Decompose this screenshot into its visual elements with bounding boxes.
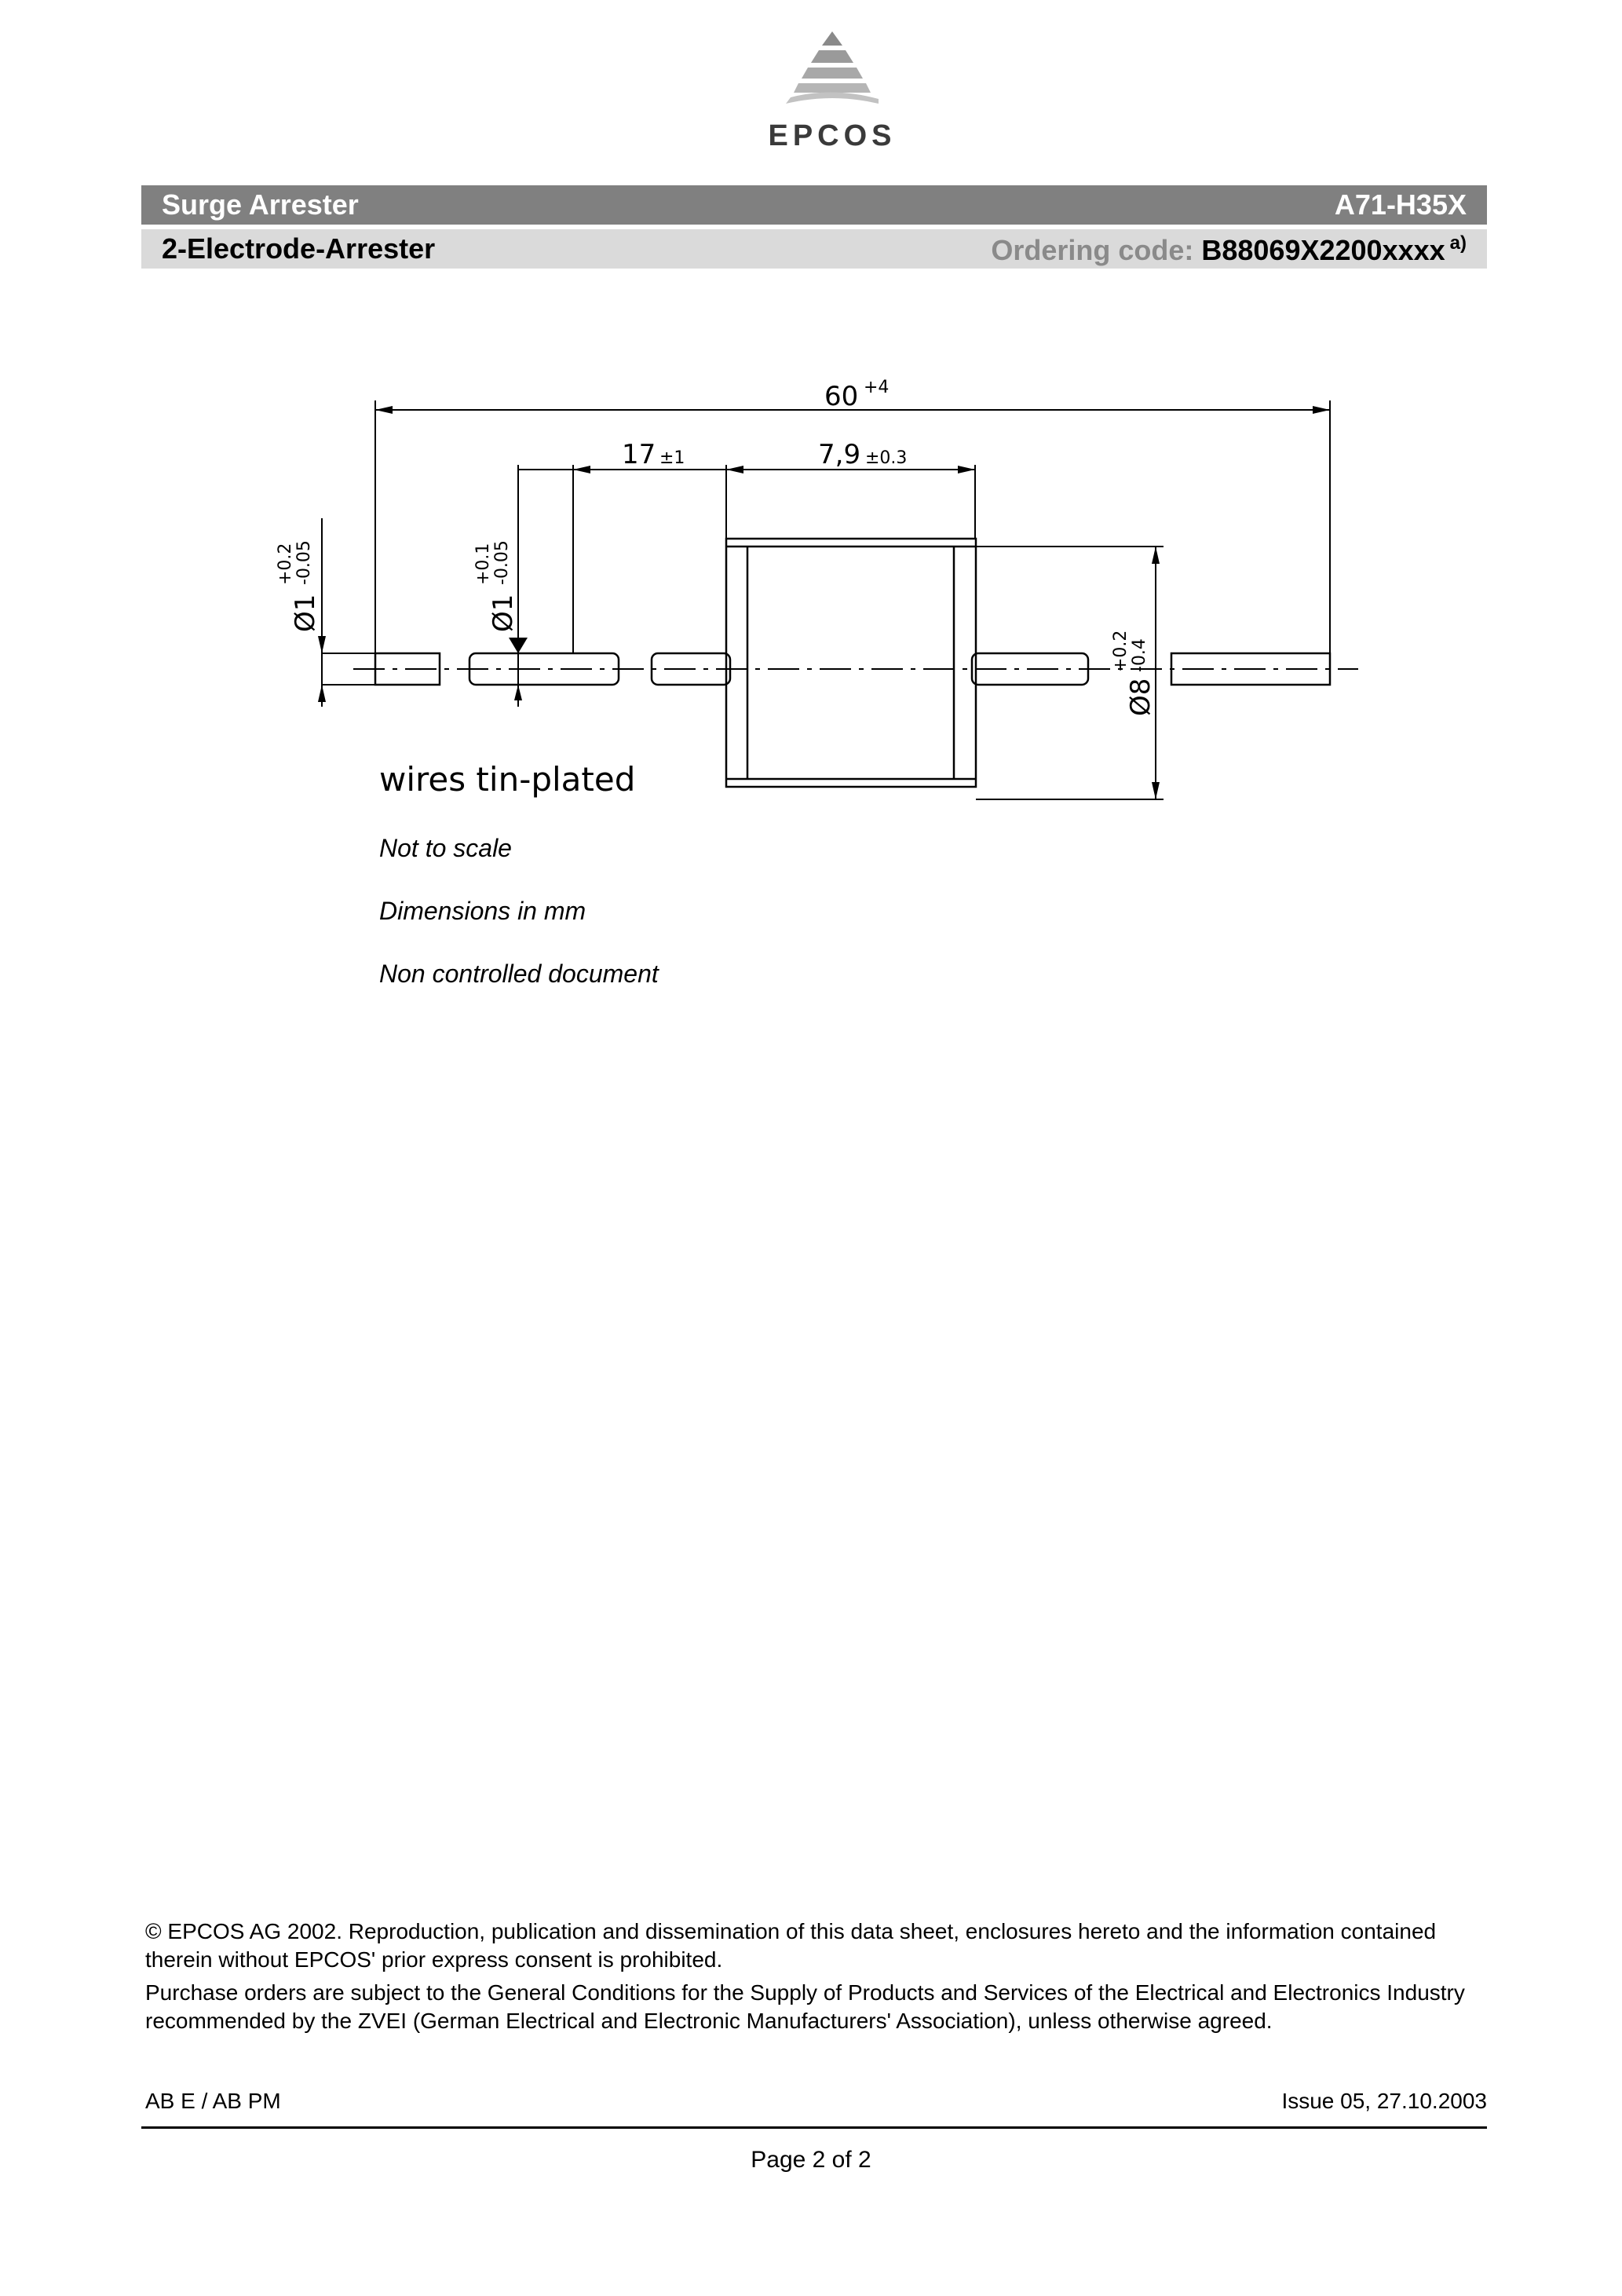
doc-title: Surge Arrester xyxy=(162,188,359,221)
wires-tin-plated-label: wires tin-plated xyxy=(379,760,636,799)
dia-body-tol-dn: -0.4 xyxy=(1130,638,1149,672)
logo-text: EPCOS xyxy=(768,119,897,152)
epcos-logo-icon xyxy=(781,31,883,118)
dia-body-tol-up: +0.2 xyxy=(1111,630,1131,672)
note-scale: Not to scale xyxy=(379,834,512,862)
footer-rule xyxy=(141,2126,1487,2129)
epcos-logo xyxy=(754,31,911,165)
note-controlled: Non controlled document xyxy=(379,960,659,988)
wire-segment-left xyxy=(469,653,619,685)
dia-wire-a: Ø1 xyxy=(290,594,321,632)
department: AB E / AB PM xyxy=(145,2089,281,2113)
subheader-bar xyxy=(141,229,1487,269)
dia-body: Ø8 xyxy=(1125,678,1156,716)
dim-wire-tol: ±1 xyxy=(659,448,685,468)
page-number: Page 2 of 2 xyxy=(751,2147,871,2173)
dim-total-tol: +4 xyxy=(864,378,890,397)
dim-total: 60 xyxy=(824,381,859,412)
dia-wire-a-tol-up: +0.2 xyxy=(276,543,295,585)
dim-body: 7,9 xyxy=(818,439,861,470)
ordering-label: Ordering code: xyxy=(991,234,1194,266)
dim-wire: 17 xyxy=(622,439,656,470)
ordering-note: a) xyxy=(1449,232,1467,254)
copyright-text: © EPCOS AG 2002. Reproduction, publication and dissemination of this data sheet, enclosures hereto and the information contained therein without EPCOS' prior express consent is prohibited. xyxy=(145,1919,1437,1972)
ordering-code: B88069X2200xxxx xyxy=(1201,234,1445,266)
doc-subtitle: 2-Electrode-Arrester xyxy=(162,232,436,265)
dia-wire-b: Ø1 xyxy=(488,594,519,632)
dia-wire-b-tol-dn: -0.05 xyxy=(492,540,512,585)
ordering-code-block xyxy=(991,232,1467,267)
dim-body-tol: ±0.3 xyxy=(865,448,908,468)
note-dimensions: Dimensions in mm xyxy=(379,897,586,925)
part-number: A71-H35X xyxy=(1334,188,1467,221)
purchase-terms-text: Purchase orders are subject to the General Conditions for the Supply of Products and Services of the Electrical and Electronics Industry recommended by the ZVEI (German Electrical and Electronic Manufacturers' Association), unless otherwise agreed. xyxy=(145,1980,1465,2033)
arrester-body xyxy=(726,539,976,787)
dia-wire-a-tol-dn: -0.05 xyxy=(294,540,314,585)
dia-wire-b-tol-up: +0.1 xyxy=(473,543,493,585)
issue-date: Issue 05, 27.10.2003 xyxy=(1281,2089,1487,2113)
header-bar xyxy=(141,185,1487,225)
